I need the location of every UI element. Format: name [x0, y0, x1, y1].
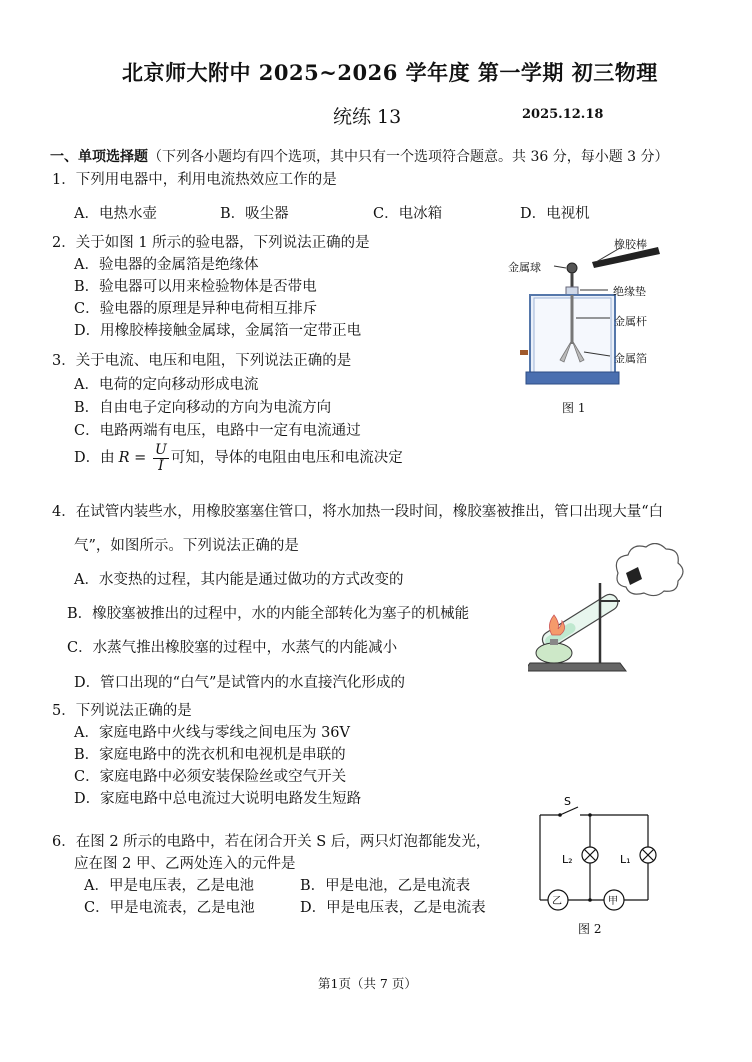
q3-formula-numerator: U: [154, 442, 167, 458]
side-knob: [520, 350, 528, 355]
q3-formula-fraction: [153, 443, 169, 473]
q4-stem-line2: 气”，如图所示。下列说法正确的是: [74, 538, 299, 554]
section-note: （下列各小题均有四个选项，其中只有一个选项符合题意。共 36 分，每小题 3 分）: [148, 149, 669, 165]
figure-test-tube: [528, 543, 688, 683]
q6-option-d: D．甲是电压表，乙是电流表: [300, 900, 486, 916]
insulating-pad: [566, 287, 578, 295]
q3-option-c: C．电路两端有电压，电路中一定有电流通过: [74, 423, 361, 439]
q3-formula-eq: =: [129, 449, 151, 466]
q4-option-b: B．橡胶塞被推出的过程中，水的内能全部转化为塞子的机械能: [67, 606, 470, 622]
q2-option-c: C．验电器的原理是异种电荷相互排斥: [74, 301, 318, 317]
label-metal-ball: 金属球: [508, 261, 541, 274]
q5-stem: 5．下列说法正确的是: [52, 703, 192, 719]
q3-formula-denominator: I: [158, 457, 164, 474]
q5-option-c: C．家庭电路中必须安装保险丝或空气开关: [74, 769, 347, 785]
alcohol-lamp: [536, 643, 572, 663]
flame: [549, 615, 564, 635]
figure-2-caption: 图 2: [578, 922, 602, 936]
exam-subtitle: 统练 13: [333, 106, 402, 128]
element-jia-label: 甲: [608, 896, 618, 907]
electroscope-base: [526, 372, 619, 384]
q4-option-c: C．水蒸气推出橡胶塞的过程中，水蒸气的内能减小: [67, 640, 398, 656]
q2-stem: 2．关于如图 1 所示的验电器，下列说法正确的是: [52, 235, 370, 251]
figure-1-caption: 图 1: [562, 401, 586, 415]
element-yi-label: 乙: [552, 896, 562, 907]
q4-stem-line1: 4．在试管内装些水，用橡胶塞塞住管口，将水加热一段时间，橡胶塞被推出，管口出现大量“白: [52, 504, 664, 520]
metal-ball: [567, 263, 577, 273]
switch-label: S: [564, 795, 571, 808]
lamp-wick: [550, 639, 558, 645]
q2-option-b: B．验电器可以用来检验物体是否带电: [74, 279, 317, 295]
q3-option-d-suffix: 可知，导体的电阻由电压和电流决定: [170, 449, 403, 466]
q1-option-b: B．吸尘器: [220, 206, 289, 222]
q3-option-d: [74, 443, 403, 473]
ball-leader-line: [554, 266, 566, 268]
q1-option-c: C．电冰箱: [373, 206, 443, 222]
q4-option-d: D．管口出现的“白气”是试管内的水直接汽化形成的: [74, 675, 405, 691]
q5-option-d: D．家庭电路中总电流过大说明电路发生短路: [74, 791, 362, 807]
q3-option-d-prefix: D．由: [74, 449, 115, 466]
q1-stem: 1．下列用电器中，利用电流热效应工作的是: [52, 172, 337, 188]
q1-option-d: D．电视机: [520, 206, 590, 222]
label-metal-pole: 金属杆: [614, 315, 647, 328]
q3-formula-r: R: [118, 449, 130, 466]
label-metal-foil: 金属箔: [614, 352, 647, 365]
label-rubber-rod: 橡胶棒: [614, 238, 647, 251]
q6-option-a: A．甲是电压表，乙是电池: [84, 878, 254, 894]
figure-2-circuit: [520, 795, 670, 920]
stand-base: [528, 663, 626, 671]
q6-option-b: B．甲是电池，乙是电流表: [300, 878, 471, 894]
section-heading: [50, 146, 669, 166]
q3-option-b: B．自由电子定向移动的方向为电流方向: [74, 400, 332, 416]
q5-option-a: A．家庭电路中火线与零线之间电压为 36V: [74, 725, 351, 741]
q6-stem-line2: 应在图 2 甲、乙两处连入的元件是: [74, 856, 296, 872]
exam-title: 北京师大附中 2025~2026 学年度 第一学期 初三物理: [122, 60, 658, 85]
label-insulating-pad: 绝缘垫: [613, 285, 646, 298]
lamp-l2-label: L₂: [562, 853, 573, 866]
junction-bottom: [588, 898, 592, 902]
q1-option-a: A．电热水壶: [74, 206, 157, 222]
q5-option-b: B．家庭电路中的洗衣机和电视机是串联的: [74, 747, 346, 763]
steam-cloud: [616, 543, 683, 595]
q6-stem-line1: 6．在图 2 所示的电路中，若在闭合开关 S 后，两只灯泡都能发光，: [52, 834, 491, 850]
q3-option-a: A．电荷的定向移动形成电流: [74, 377, 259, 393]
switch-lever: [560, 807, 578, 815]
exam-date: 2025.12.18: [522, 107, 604, 122]
q6-option-c: C．甲是电流表，乙是电池: [84, 900, 255, 916]
q2-option-a: A．验电器的金属箔是绝缘体: [74, 257, 259, 273]
section-title: 一、单项选择题: [50, 149, 148, 165]
q4-option-a: A．水变热的过程，其内能是通过做功的方式改变的: [74, 572, 404, 588]
q3-stem: 3．关于电流、电压和电阻，下列说法正确的是: [52, 353, 352, 369]
page-footer: 第1页（共 7 页）: [318, 976, 417, 991]
junction-top: [588, 813, 592, 817]
lamp-l1-label: L₁: [620, 853, 631, 866]
switch-contact: [558, 813, 562, 817]
q2-option-d: D．用橡胶棒接触金属球，金属箔一定带正电: [74, 323, 362, 339]
